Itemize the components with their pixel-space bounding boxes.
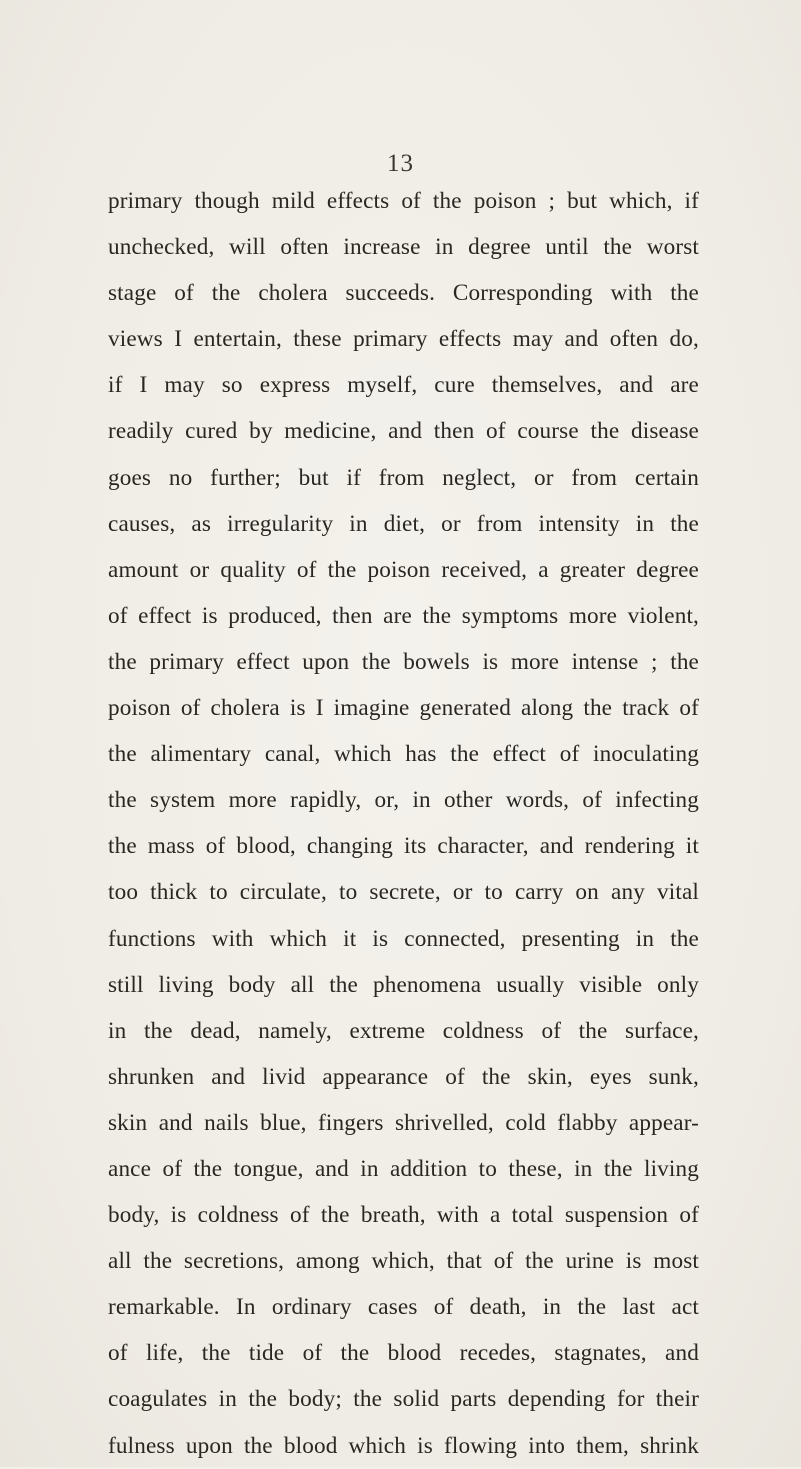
text-line: poison of cholera is I imagine generated along the track of xyxy=(108,695,699,722)
text-line: remarkable. In ordinary cases of death, in the last act xyxy=(108,1294,699,1321)
text-line: body, is coldness of the breath, with a total suspension of xyxy=(108,1202,699,1229)
text-line: the alimentary canal, which has the effect of inoculating xyxy=(108,741,699,768)
text-line: readily cured by medicine, and then of course the disease xyxy=(108,418,699,445)
text-line: of effect is produced, then are the symptoms more violent, xyxy=(108,602,699,629)
text-line: the system more rapidly, or, in other words, of infecting xyxy=(108,787,699,814)
text-line: functions with which it is connected, presenting in the xyxy=(108,925,699,952)
text-line: stage of the cholera succeeds. Corresponding with the xyxy=(108,280,699,307)
text-line: primary though mild effects of the poison ; but which, if xyxy=(108,188,699,214)
text-line: too thick to circulate, to secrete, or to carry on any vital xyxy=(108,879,699,906)
text-line: if I may so express myself, cure themselves, and are xyxy=(108,372,699,399)
text-line: the primary effect upon the bowels is more intense ; the xyxy=(108,648,699,675)
text-line: views I entertain, these primary effects may and often do, xyxy=(108,326,699,353)
text-line: the mass of blood, changing its character, and rendering it xyxy=(108,833,699,860)
text-line: goes no further; but if from neglect, or from certain xyxy=(108,464,699,491)
text-line: all the secretions, among which, that of the urine is most xyxy=(108,1248,699,1275)
text-line: of life, the tide of the blood recedes, stagnates, and xyxy=(108,1340,699,1367)
text-line: amount or quality of the poison received, a greater degree xyxy=(108,556,699,583)
text-line: coagulates in the body; the solid parts depending for their xyxy=(108,1386,699,1413)
text-line: in the dead, namely, extreme coldness of the surface, xyxy=(108,1017,699,1044)
text-line: ance of the tongue, and in addition to these, in the living xyxy=(108,1155,699,1182)
text-line: still living body all the phenomena usually visible only xyxy=(108,971,699,998)
text-line: shrunken and livid appearance of the skin, eyes sunk, xyxy=(108,1063,699,1090)
text-line: unchecked, will often increase in degree until the worst xyxy=(108,234,699,261)
text-line: fulness upon the blood which is flowing into them, shrink xyxy=(108,1432,699,1459)
text-line: skin and nails blue, fingers shrivelled, cold flabby appear- xyxy=(108,1109,699,1136)
page-number: 13 xyxy=(387,150,414,177)
text-line: causes, as irregularity in diet, or from intensity in the xyxy=(108,510,699,537)
body-text xyxy=(108,178,699,1469)
